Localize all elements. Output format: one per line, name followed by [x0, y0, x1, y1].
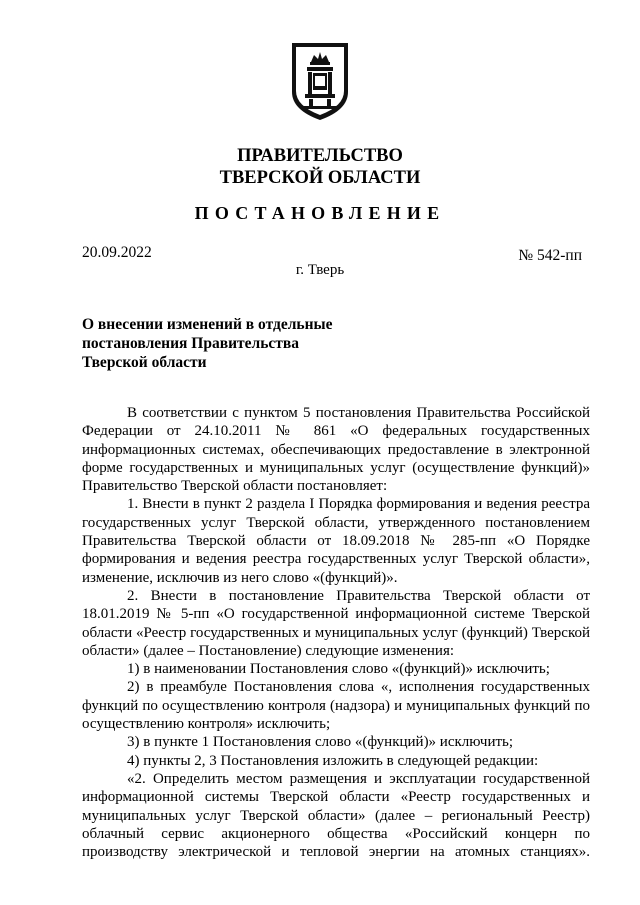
paragraph-subitem-3: 3) в пункте 1 Постановления слово «(функций)» исключить; — [127, 734, 514, 751]
paragraph-subitem-4: 4) пункты 2, 3 Постановления изложить в следующей редакции: — [127, 752, 539, 769]
paragraph-item-2: 2. Внести в постановление Правительства Тверской области от 18.01.2019 № 5-пп «О государственной информационной системе Тверской области «Реестр государственных и муниципальных услуг (функций) Тверской области» (далее – Постановление) следующие изменения: — [82, 587, 590, 659]
subject-line-3: Тверской области — [82, 354, 207, 371]
paragraph-preamble: В соответствии с пунктом 5 постановления Правительства Российской Федерации от 24.10.2011 № 861 «О федеральных государственных информационных системах, обеспечивающих предоставление в электронной форме государственных и муниципальных услуг (осуществление функций)» Правительство Тверской области постановляет: — [82, 405, 590, 495]
paragraph-item-1: 1. Внести в пункт 2 раздела I Порядка формирования и ведения реестра государственных услуг Тверской области, утвержденного постановлением Правительства Тверской области от 18.09.2018 № 285-пп «О Порядке формирования и ведения реестра государственных услуг Тверской области», изменение, исключив из него слово «(функций)». — [82, 496, 590, 586]
document-number: № 542-пп — [518, 247, 582, 264]
document-date: 20.09.2022 — [82, 244, 152, 261]
document-city: г. Тверь — [295, 262, 345, 278]
paragraph-subitem-2: 2) в преамбуле Постановления слова «, исполнения государственных функций по осуществлению контроля (надзора) и муниципальных функций по осуществлению контроля» исключить; — [82, 679, 590, 733]
paragraph-quoted-item-2: «2. Определить местом размещения и эксплуатации государственной информационной системы Тверской области «Реестр государственных и муниципальных услуг Тверской области» (далее – региональный Реестр) облачный сервис акционерного общества «Российский концерн по производству электрической и тепловой энергии на атомных станциях». — [82, 770, 590, 861]
document-body — [82, 404, 590, 861]
paragraph-subitem-1: 1) в наименовании Постановления слово «(функций)» исключить; — [127, 661, 550, 678]
coat-of-arms-icon — [289, 40, 351, 122]
organization-line-1: ПРАВИТЕЛЬСТВО — [237, 146, 403, 166]
document-type: ПОСТАНОВЛЕНИЕ — [194, 203, 446, 223]
organization-name — [0, 145, 640, 189]
organization-line-2: ТВЕРСКОЙ ОБЛАСТИ — [219, 168, 421, 188]
subject-line-1: О внесении изменений в отдельные — [82, 316, 333, 333]
document-subject — [82, 315, 362, 372]
subject-line-2: постановления Правительства — [82, 335, 299, 352]
